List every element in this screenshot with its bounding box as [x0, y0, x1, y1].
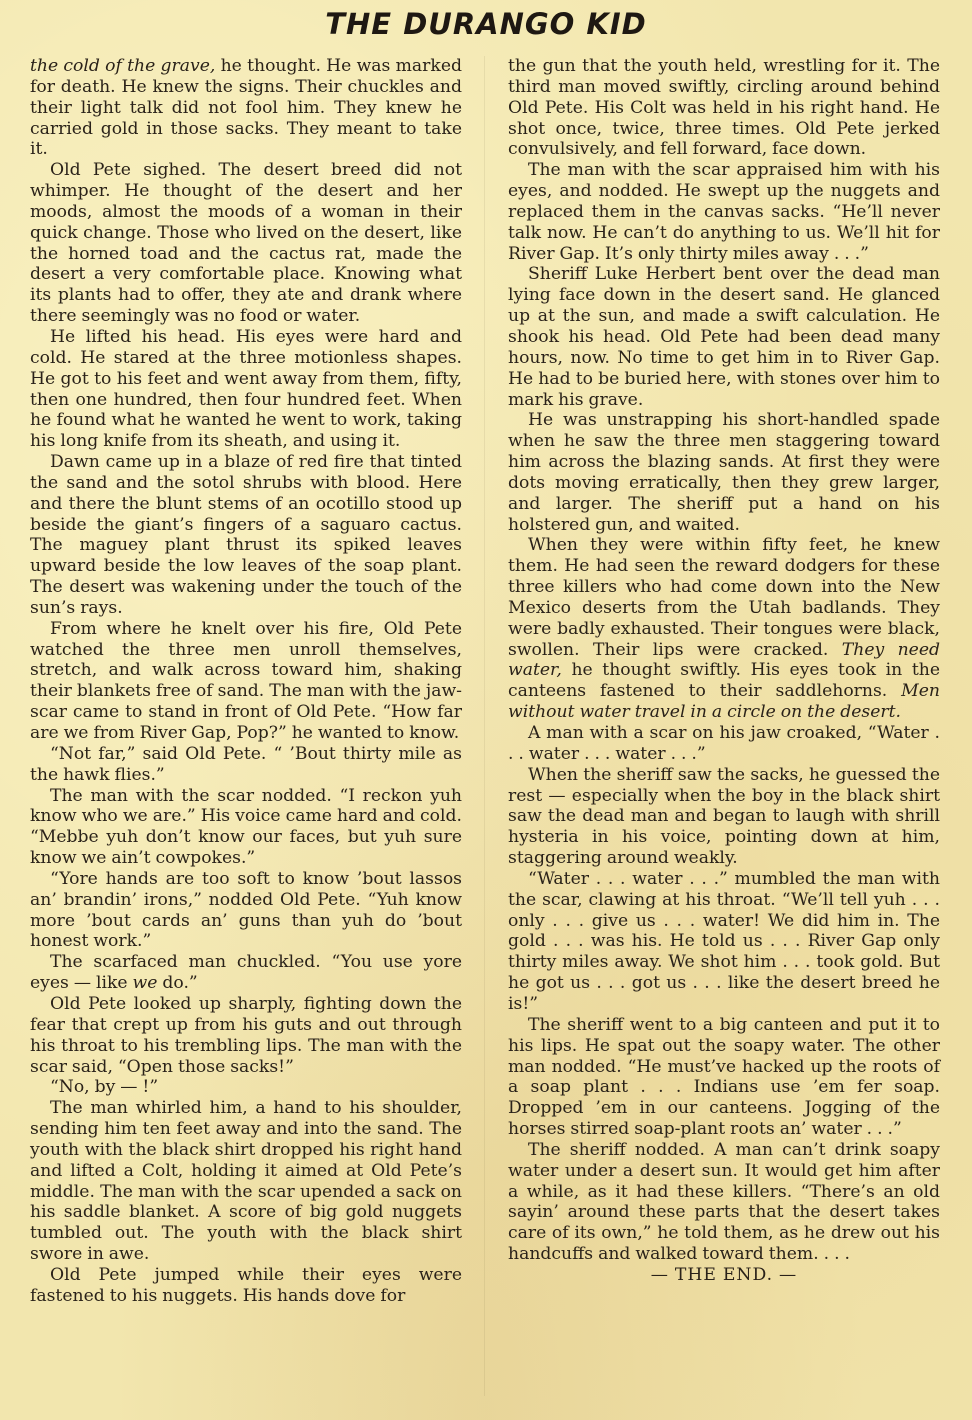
paragraph: “No, by — !” [50, 1077, 159, 1098]
paragraph: “Water . . . water . . .” mumbled the man with the scar, clawing at his throat. “We’ll tell yuh . . . only . . . give us . . . water! We did him in. The gold . . . was his. He told us . . . River Gap only thirty miles away. We shot him . . . took gold. But he got us . . . got us . . . like the desert breed he is!” [508, 868, 940, 1014]
paragraph: Old Pete sighed. The desert breed did not whimper. He thought of the desert and her moods, almost the moods of a woman in their quick change. Those who lived on the desert, like the horned toad and the cactus rat, made the desert a very comfortable place. Knowing what its plants had to offer, they ate and drank where there seemingly was no food or water. [30, 160, 462, 327]
paragraph-text: The scarfaced man chuckled. “You use yore eyes — like [30, 952, 462, 994]
left-column [30, 56, 462, 1307]
paragraph-text: do.” [157, 973, 198, 994]
paragraph: He was unstrapping his short-handled spade when he saw the three men staggering toward him across the blazing sands. At first they were dots moving erratically, then they grew larger, and larger. The sheriff put a hand on his holstered gun, and waited. [508, 410, 940, 535]
paragraph [30, 56, 462, 160]
italic-word: we [132, 973, 158, 994]
paragraph: He lifted his head. His eyes were hard and cold. He stared at the three motionless shapes. He got to his feet and went away from them, fifty, then one hundred, then four hundred feet. When he found what he wanted he went to work, taking his long knife from its sheath, and using it. [30, 326, 462, 452]
paragraph: The sheriff went to a big canteen and put it to his lips. He spat out the soapy water. The other man nodded. “He must’ve hacked up the roots of a soap plant . . . Indians use ’em fer soap. Dropped ’em in our canteens. Jogging of the horses stirred soap-plant roots an’ water . . .” [508, 1014, 940, 1140]
paragraph: From where he knelt over his fire, Old Pete watched the three men unroll themselves, stretch, and walk across toward him, shaking their blankets free of sand. The man with the jaw-scar came to stand in front of Old Pete. “How far are we from River Gap, Pop?” he wanted to know. [30, 618, 462, 743]
paragraph: the gun that the youth held, wrestling for it. The third man moved swiftly, circling around behind Old Pete. His Colt was held in his right hand. He shot once, twice, three times. Old Pete jerked convulsively, and fell forward, face down. [508, 56, 940, 160]
italic-phrase: the cold of the grave, [30, 56, 216, 76]
right-column [508, 56, 940, 1286]
paragraph: Sheriff Luke Herbert bent over the dead man lying face down in the desert sand. He glanced up at the sun, and made a swift calculation. He shook his head. Old Pete had been dead many hours, now. No time to get him in to River Gap. He had to be buried here, with stones over him to mark his grave. [508, 264, 940, 410]
paragraph: Old Pete jumped while their eyes were fastened to his nuggets. His hands dove for [30, 1264, 462, 1306]
paragraph: “Yore hands are too soft to know ’bout lassos an’ brandin’ irons,” nodded Old Pete. “Yuh know more ’bout cards an’ guns than yuh do ’bout honest work.” [30, 868, 462, 952]
paragraph: The man with the scar appraised him with his eyes, and nodded. He swept up the nuggets and replaced them in the canvas sacks. “He’ll never talk now. He can’t do anything to us. We’ll hit for River Gap. It’s only thirty miles away . . .” [508, 160, 940, 264]
paragraph: “Not far,” said Old Pete. “ ’Bout thirty mile as the hawk flies.” [30, 743, 462, 785]
column-gutter [484, 56, 485, 1396]
paragraph-text: he thought. He was marked for death. He knew the signs. Their chuckles and their light talk did not fool him. They knew he carried gold in those sacks. They meant to take it. [30, 56, 462, 160]
the-end-marker: — THE END. — [650, 1264, 798, 1285]
paragraph: The man whirled him, a hand to his shoulder, sending him ten feet away and into the sand. The youth with the black shirt dropped his right hand and lifted a Colt, holding it aimed at Old Pete’s middle. The man with the scar upended a sack on his saddle blanket. A score of big gold nuggets tumbled out. The youth with the black shirt swore in awe. [30, 1098, 462, 1265]
paragraph [30, 952, 462, 994]
italic-phrase: They need water, [508, 639, 940, 681]
paragraph-text: When they were within fifty feet, he knew them. He had seen the reward dodgers for these three killers who had come down into the New Mexico deserts from the Utah badlands. They were badly exhausted. Their tongues were black, swollen. Their lips were cracked. [508, 535, 940, 660]
italic-phrase: Men without water travel in a circle on the desert. [508, 681, 940, 723]
paragraph: The man with the scar nodded. “I reckon yuh know who we are.” His voice came hard and cold. “Mebbe yuh don’t know our faces, but yuh sure know we ain’t cowpokes.” [30, 785, 462, 869]
paragraph: The sheriff nodded. A man can’t drink soapy water under a desert sun. It would get him after a while, as it had these killers. “There’s an old sayin’ around these parts that the desert takes care of its own,” he told them, as he drew out his handcuffs and walked toward them. . . . [508, 1139, 940, 1265]
paragraph: Old Pete looked up sharply, fighting down the fear that crept up from his guts and out through his throat to his trembling lips. The man with the scar said, “Open those sacks!” [30, 993, 462, 1077]
paragraph-text: he thought swiftly. His eyes took in the canteens fastened to their saddlehorns. [508, 660, 940, 702]
paragraph: Dawn came up in a blaze of red fire that tinted the sand and the sotol shrubs with blood. Here and there the blunt stems of an ocotillo stood up beside the giant’s fingers of a saguaro cactus. The maguey plant thrust its spiked leaves upward beside the low leaves of the soap plant. The desert was wakening under the touch of the sun’s rays. [30, 452, 462, 618]
paragraph: A man with a scar on his jaw croaked, “Water . . . water . . . water . . .” [508, 723, 940, 764]
page-title: THE DURANGO KID [325, 7, 647, 41]
paragraph [508, 535, 940, 723]
paragraph: When the sheriff saw the sacks, he guessed the rest — especially when the boy in the black shirt saw the dead man and began to laugh with shrill hysteria in his voice, pointing down at him, staggering around weakly. [508, 764, 940, 869]
